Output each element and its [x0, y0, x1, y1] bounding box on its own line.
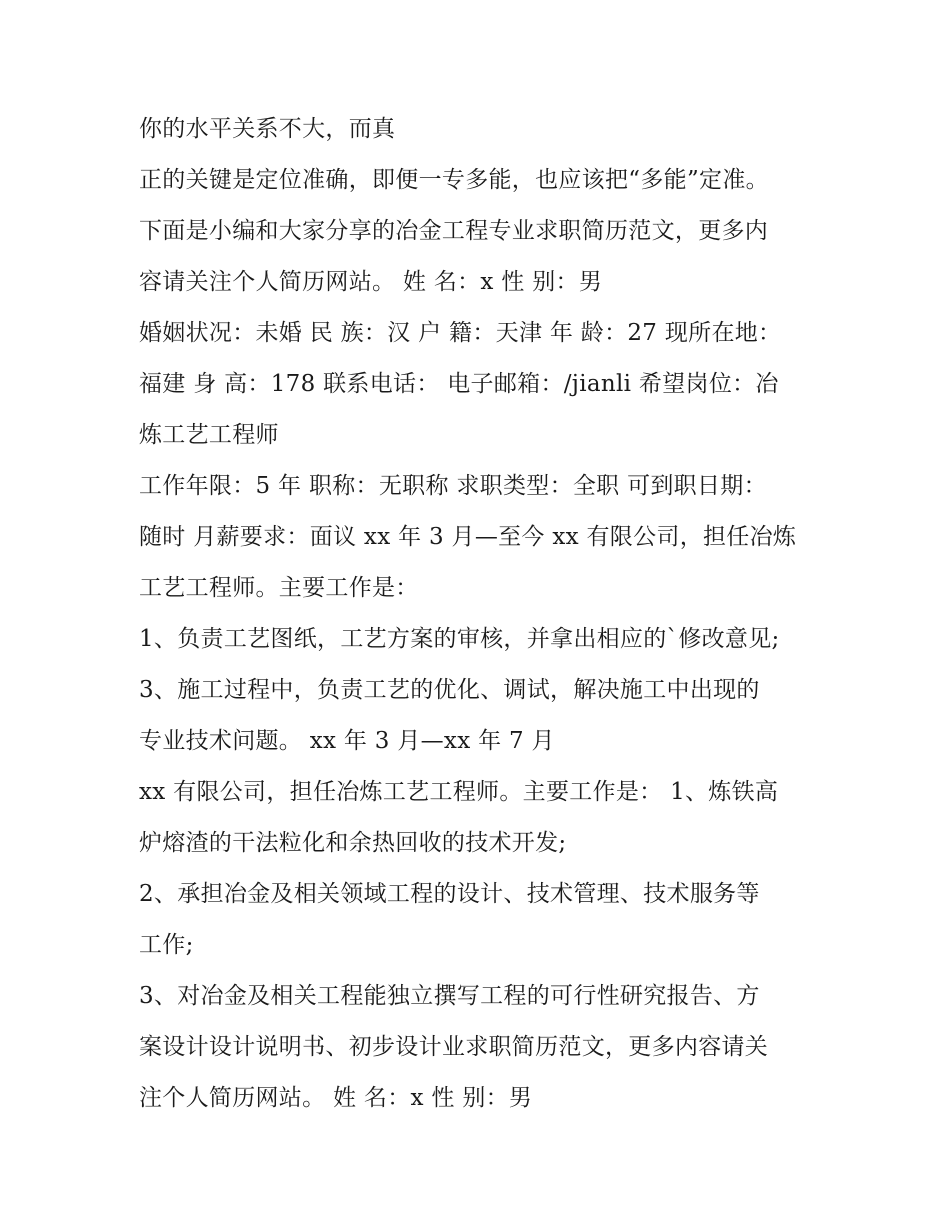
text-line: 3、施工过程中，负责工艺的优化、调试，解决施工中出现的 [139, 677, 760, 703]
text-line: 炼工艺工程师 [139, 422, 279, 448]
text-line: 炉熔渣的干法粒化和余热回收的技术开发; [139, 830, 567, 856]
text-line: 婚姻状况：未婚 民 族：汉 户 籍：天津 年 龄：27 现所在地： [139, 320, 782, 346]
text-line: 注个人简历网站。 姓 名：x 性 别：男 [139, 1085, 533, 1111]
text-line: 工作; [139, 932, 194, 958]
text-line: 你的水平关系不大，而真 [139, 116, 396, 142]
text-line: 专业技术问题。 xx 年 3 月—xx 年 7 月 [139, 728, 555, 754]
text-line: xx 有限公司，担任冶炼工艺工程师。主要工作是： 1、炼铁高 [139, 779, 779, 805]
text-line: 工艺工程师。主要工作是： [139, 575, 419, 601]
text-line: 福建 身 高：178 联系电话： 电子邮箱：/jianli 希望岗位：冶 [139, 371, 779, 397]
text-line: 2、承担冶金及相关领域工程的设计、技术管理、技术服务等 [139, 881, 760, 907]
text-line: 下面是小编和大家分享的冶金工程专业求职简历范文，更多内 [139, 218, 769, 244]
text-line: 案设计设计说明书、初步设计业求职简历范文，更多内容请关 [139, 1034, 769, 1060]
text-line: 正的关键是定位准确，即便一专多能，也应该把“多能”定准。 [139, 167, 769, 193]
text-line: 随时 月薪要求：面议 xx 年 3 月—至今 xx 有限公司，担任冶炼 [139, 524, 797, 550]
text-line: 容请关注个人简历网站。 姓 名：x 性 别：男 [139, 269, 603, 295]
text-line: 3、对冶金及相关工程能独立撰写工程的可行性研究报告、方 [139, 983, 760, 1009]
text-line: 工作年限：5 年 职称：无职称 求职类型：全职 可到职日期： [139, 473, 767, 499]
document-body [139, 110, 839, 1130]
text-line: 1、负责工艺图纸，工艺方案的审核，并拿出相应的`修改意见; [139, 626, 780, 652]
